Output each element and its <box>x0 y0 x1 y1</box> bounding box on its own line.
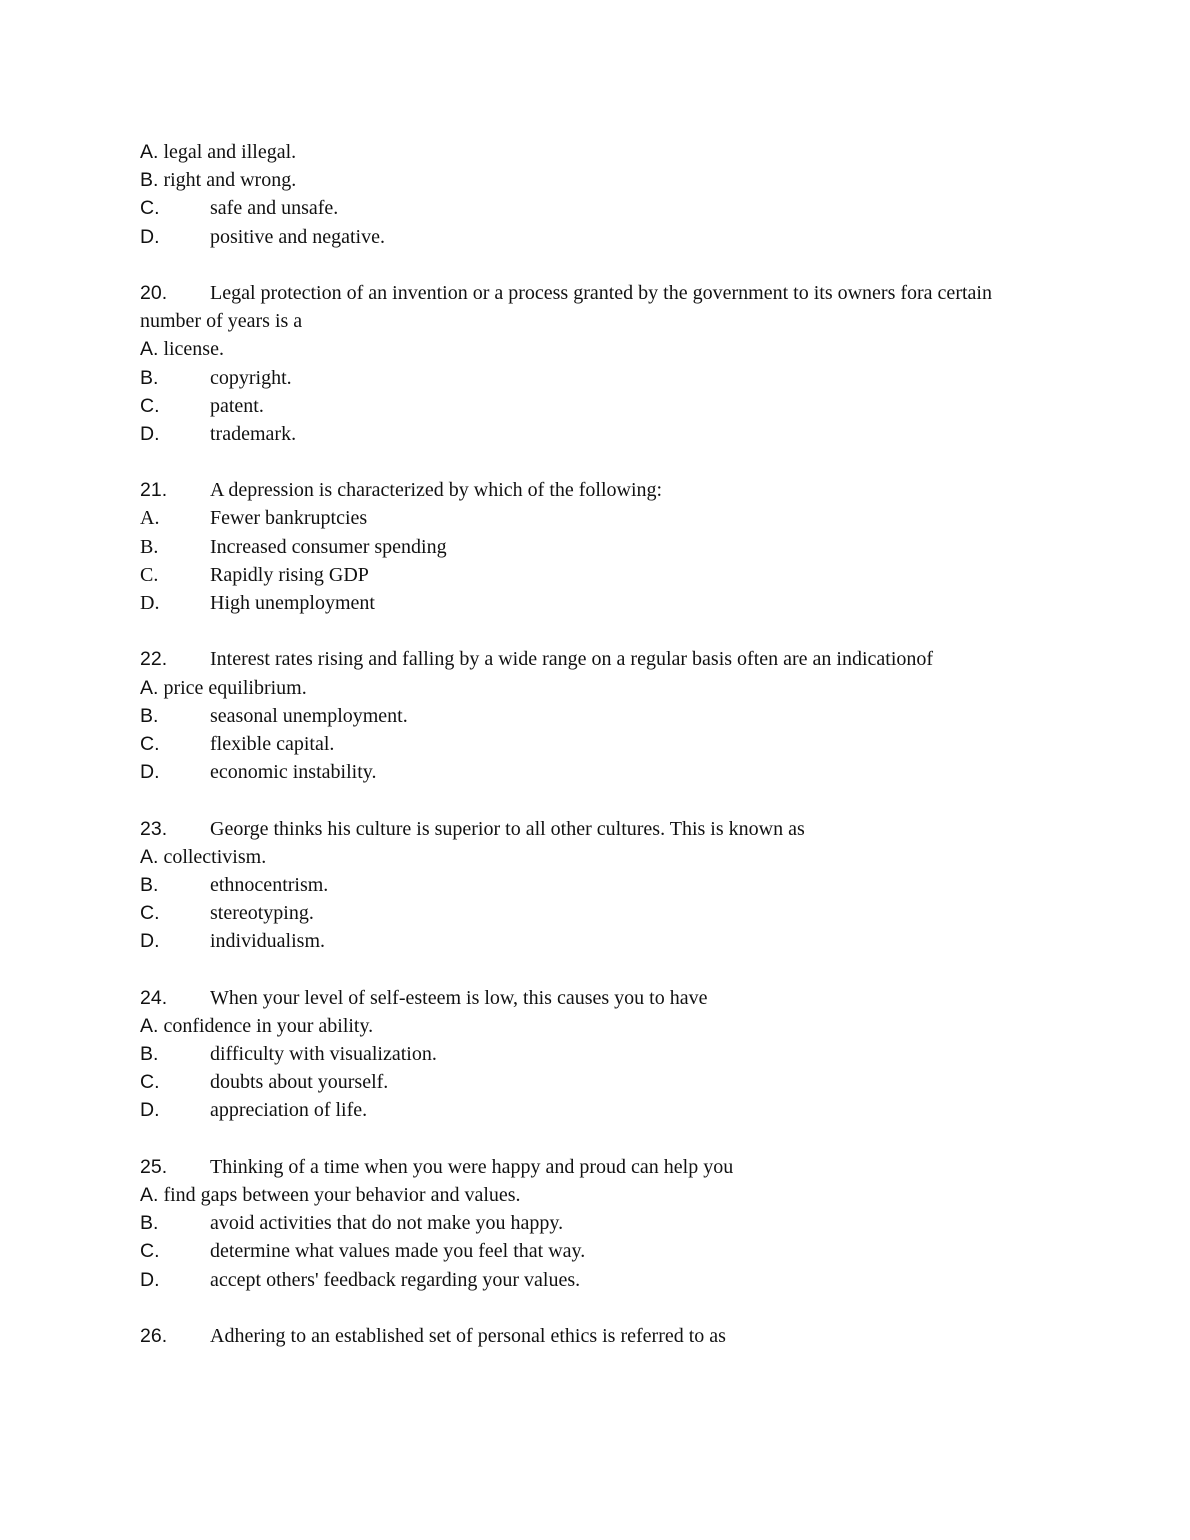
question-22-prompt <box>140 645 1060 673</box>
question-24-prompt <box>140 984 1060 1012</box>
option-d <box>140 223 1060 251</box>
option-letter: A. <box>140 1014 159 1037</box>
question-number: 25. <box>140 1155 168 1178</box>
option-text: license. <box>163 338 224 361</box>
option-d <box>140 589 1060 617</box>
option-letter: A. <box>140 338 159 361</box>
option-d <box>140 420 1060 448</box>
option-c <box>140 1237 1060 1265</box>
option-text: doubts about yourself. <box>210 1071 389 1094</box>
option-letter: A. <box>140 845 159 868</box>
spacer <box>140 1294 1060 1322</box>
question-number: 24. <box>140 986 168 1009</box>
spacer <box>140 251 1060 279</box>
question-number: 21. <box>140 479 168 502</box>
option-letter: B. <box>140 1043 159 1065</box>
option-letter: D. <box>140 225 160 248</box>
question-20-prompt <box>140 279 1060 307</box>
option-letter: D. <box>140 422 160 445</box>
option-c <box>140 1068 1060 1096</box>
question-26-prompt <box>140 1322 1060 1350</box>
option-text: legal and illegal. <box>163 141 297 163</box>
option-letter: C. <box>140 197 160 220</box>
option-a <box>140 1012 1060 1040</box>
option-b <box>140 166 1060 194</box>
option-a <box>140 504 1060 532</box>
option-b <box>140 1209 1060 1237</box>
option-letter: C. <box>140 1071 160 1094</box>
spacer <box>140 1125 1060 1153</box>
option-text: determine what values made you feel that way. <box>210 1240 586 1263</box>
option-c <box>140 561 1060 589</box>
option-letter: C. <box>140 563 159 586</box>
option-a <box>140 138 1060 166</box>
option-text: patent. <box>210 394 264 417</box>
option-a <box>140 843 1060 871</box>
question-number: 23. <box>140 817 168 840</box>
option-letter: B. <box>140 1212 159 1235</box>
option-d <box>140 758 1060 786</box>
option-a <box>140 1181 1060 1209</box>
option-text: stereotyping. <box>210 902 314 925</box>
question-text: Legal protection of an invention or a process granted by the government to its owners fora certain <box>210 281 992 304</box>
option-text: trademark. <box>210 422 297 445</box>
option-letter: C. <box>140 902 160 925</box>
option-text: confidence in your ability. <box>163 1014 374 1037</box>
option-letter: A. <box>140 1183 159 1206</box>
spacer <box>140 955 1060 983</box>
question-25-prompt <box>140 1153 1060 1181</box>
option-c <box>140 194 1060 222</box>
question-20-prompt-continued <box>140 307 1060 335</box>
spacer <box>140 786 1060 814</box>
option-letter: D. <box>140 761 160 784</box>
option-letter: A. <box>140 507 160 530</box>
option-b <box>140 364 1060 392</box>
option-c <box>140 392 1060 420</box>
option-text: appreciation of life. <box>210 1099 368 1122</box>
option-letter: C. <box>140 732 160 755</box>
option-d <box>140 1096 1060 1124</box>
question-text: number of years is a <box>140 310 303 333</box>
option-text: avoid activities that do not make you happy. <box>210 1212 564 1235</box>
option-text: High unemployment <box>210 592 375 614</box>
option-text: collectivism. <box>163 845 267 868</box>
option-text: copyright. <box>210 366 292 389</box>
option-b <box>140 1040 1060 1068</box>
question-number: 26. <box>140 1324 168 1347</box>
option-c <box>140 730 1060 758</box>
option-a <box>140 335 1060 363</box>
option-text: Rapidly rising GDP <box>210 563 369 586</box>
question-number: 22. <box>140 648 168 671</box>
option-b <box>140 871 1060 899</box>
option-letter: B. <box>140 873 159 896</box>
option-letter: A. <box>140 676 159 699</box>
option-text: positive and negative. <box>210 225 385 248</box>
option-letter: B. <box>140 366 159 389</box>
option-letter: C. <box>140 1240 160 1263</box>
option-b <box>140 533 1060 561</box>
option-letter: D. <box>140 930 160 953</box>
option-letter: C. <box>140 394 160 417</box>
question-text: When your level of self-esteem is low, this causes you to have <box>210 986 708 1009</box>
question-text: A depression is characterized by which of the following: <box>210 479 663 502</box>
document-page <box>140 138 1060 1350</box>
question-21-prompt <box>140 476 1060 504</box>
option-b <box>140 702 1060 730</box>
option-text: Fewer bankruptcies <box>210 507 368 530</box>
option-text: find gaps between your behavior and values. <box>163 1183 521 1206</box>
question-number: 20. <box>140 281 168 304</box>
question-text: Adhering to an established set of personal ethics is referred to as <box>210 1324 726 1347</box>
option-a <box>140 674 1060 702</box>
option-letter: A. <box>140 141 159 163</box>
option-text: individualism. <box>210 930 325 953</box>
option-text: Increased consumer spending <box>210 535 447 558</box>
option-letter: D. <box>140 1099 160 1122</box>
question-text: George thinks his culture is superior to all other cultures. This is known as <box>210 817 805 840</box>
option-letter: B. <box>140 535 159 558</box>
question-text: Thinking of a time when you were happy and proud can help you <box>210 1155 734 1178</box>
spacer <box>140 617 1060 645</box>
option-letter: D. <box>140 592 160 614</box>
option-text: accept others' feedback regarding your values. <box>210 1268 581 1291</box>
option-text: seasonal unemployment. <box>210 704 408 727</box>
option-c <box>140 899 1060 927</box>
option-text: safe and unsafe. <box>210 197 339 220</box>
question-23-prompt <box>140 815 1060 843</box>
option-letter: D. <box>140 1268 160 1291</box>
option-text: difficulty with visualization. <box>210 1043 437 1065</box>
option-d <box>140 1266 1060 1294</box>
option-text: price equilibrium. <box>163 676 307 699</box>
spacer <box>140 448 1060 476</box>
option-letter: B. <box>140 704 159 727</box>
option-text: economic instability. <box>210 761 377 784</box>
option-text: flexible capital. <box>210 732 335 755</box>
option-d <box>140 927 1060 955</box>
option-text: right and wrong. <box>163 169 297 192</box>
option-letter: B. <box>140 169 159 192</box>
option-text: ethnocentrism. <box>210 873 329 896</box>
question-text: Interest rates rising and falling by a wide range on a regular basis often are an indicationof <box>210 648 934 671</box>
